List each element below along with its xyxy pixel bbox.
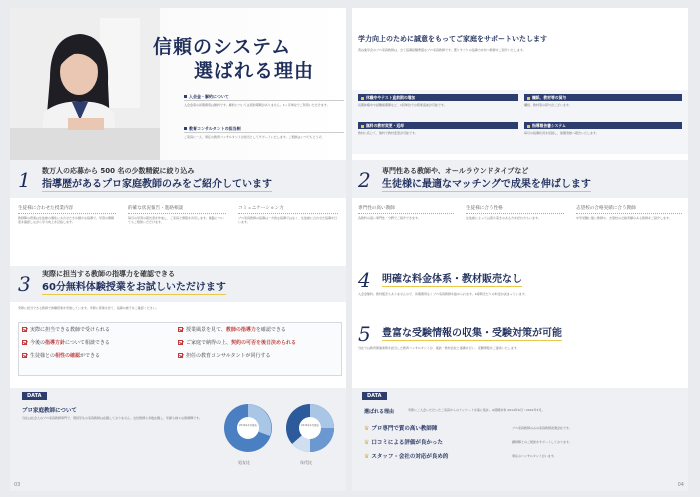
check-icon bbox=[178, 340, 183, 345]
intro-block-2 bbox=[184, 126, 344, 139]
check-icon bbox=[178, 353, 183, 358]
section-2-line1: 専門性ある教師や、オールラウンドタイプなど bbox=[382, 167, 529, 175]
right-data-title: 選ばれる理由 bbox=[364, 409, 395, 415]
box-3-head: 欄紙、教材等の貸与 bbox=[524, 94, 682, 101]
section-3-line2: 60分無料体験授業をお試しいただけます bbox=[42, 282, 226, 293]
intro-block-1 bbox=[184, 94, 344, 107]
intro-body-2: ご家庭に一人、専任の教育コンサルタントが担当としてサポートいたします。ご相談はいつでもどうぞ。 bbox=[184, 135, 325, 139]
right-data-desc: 実際にご入会いただいたご家庭からのアンケートを基に集計。※期間対象 2014年6月〜2019年3月。 bbox=[408, 408, 545, 412]
section-1-number: 1 bbox=[18, 168, 31, 192]
check-icon bbox=[22, 340, 27, 345]
check-icon bbox=[178, 327, 183, 332]
box-4-head: 指導報告書システム bbox=[524, 122, 682, 129]
pie-gender-label: 男女比 bbox=[238, 460, 250, 465]
check-item-6: 担任の教育コンサルタントが同行する bbox=[178, 352, 271, 361]
s1-col2-body: 毎月の学習の報告書を作成し、ご家庭と情報を共有します。進路についてもご相談いただけます。 bbox=[128, 216, 224, 225]
box-1-body: 長期休暇中や試験前期間など、1回単位での授業追加が可能です。 bbox=[358, 103, 447, 107]
hero-title-line1: 信頼のシステム bbox=[153, 36, 292, 58]
check-icon bbox=[22, 353, 27, 358]
section-5-body: 当社では教育関連業務を担当した教育コンサルタントが、模試・教材会社と連携を行い、受験情報をご提供いたします。 bbox=[358, 346, 520, 350]
page-number-right: 04 bbox=[677, 482, 684, 488]
reason-1: ♛ プロ専門で質の高い教師陣 bbox=[364, 425, 438, 432]
right-header-body: 西谷進学会のプロ家庭教師は、全て指導経験豊富なプロ家庭教師です。選りすぐりの指導力を持つ教師をご紹介いたします。 bbox=[358, 48, 526, 52]
intro-body-1: 入会金等の初期費用は無料です。解約については契約期間がありません。1ヶ月単位でご利用いただけます。 bbox=[184, 103, 330, 107]
check-icon bbox=[22, 327, 27, 332]
section-3-number: 3 bbox=[18, 272, 31, 296]
s2-col1-body: 各教科の高い専門性・分野でご紹介できます。 bbox=[358, 216, 421, 220]
s1-col2-head: 的確な状況報告・進路相談 bbox=[128, 206, 226, 214]
section-3-line1: 実際に担当する教師の指導力を確認できる bbox=[42, 270, 175, 278]
intro-head-2: 教育コンサルタントの担当制 bbox=[189, 126, 241, 131]
s2-col2-body: 生徒様によっては落ち着きのある方を好む方もいます。 bbox=[466, 216, 541, 220]
intro-head-1: 入会金・解約について bbox=[189, 94, 229, 99]
pie-gender-center: 2019年4月現在 bbox=[239, 424, 257, 427]
crown-icon: ♛ bbox=[364, 453, 370, 460]
section-4-line: 明確な料金体系・教材販売なし bbox=[382, 274, 522, 285]
box-2-body: 教材に応じて、無料で教材変更が可能です。 bbox=[358, 131, 418, 135]
s1-col1-head: 生徒様に合わせた授業内容 bbox=[18, 206, 116, 214]
section-5-number: 5 bbox=[358, 322, 371, 346]
note-2: 講師陣とのご相談をサポートしております。 bbox=[512, 440, 572, 444]
box-2-head: 無料の教材変更・返却 bbox=[358, 122, 518, 129]
box-3-body: 欄紙、教材等の貸与がございます。 bbox=[524, 103, 572, 107]
check-item-1: 実際に担当できる教師で受けられる bbox=[22, 326, 110, 335]
student-illustration bbox=[10, 8, 160, 160]
section-4-body: 入会金無料。教材販売もありませんので、初期費用なくプロ家庭教師を始められます。1時間当たりの料金が決まっています。 bbox=[358, 292, 528, 296]
pie-age-label: 年代比 bbox=[300, 460, 312, 465]
s2-col2-head: 生徒様に合う性格 bbox=[466, 206, 564, 214]
section-5-line: 豊富な受験情報の収集・受験対策が可能 bbox=[382, 328, 562, 339]
s2-col1-head: 専門性の高い教師 bbox=[358, 206, 454, 214]
left-data-title: プロ家庭教師について bbox=[22, 408, 77, 414]
s2-col3-body: 中学受験に強い教師や、志望校の合格実績のある教師をご紹介します。 bbox=[576, 216, 672, 220]
box-1-head: 休職中やテスト直前期の増加 bbox=[358, 94, 518, 101]
s2-col3-head: 志望校の合格実績に合う教師 bbox=[576, 206, 682, 214]
check-item-4: 授業風景を見て、教師の指導力を確認できる bbox=[178, 326, 286, 335]
section-1-line2: 指導歴があるプロ家庭教師のみをご紹介しています bbox=[42, 179, 272, 190]
check-item-3: 生徒様との相性の確認ができる bbox=[22, 352, 100, 361]
note-3: 専任のコンサルタントがいます。 bbox=[512, 454, 557, 458]
right-header-title: 学力向上のために誠意をもってご家庭をサポートいたします bbox=[358, 34, 547, 43]
s1-col1-body: 教師陣の授業は生徒様の個性にあわせたきめ細かな指導で、学習の理解度を確認しながら学力向上を目指します。 bbox=[18, 216, 114, 225]
s1-col3-head: コミュニケーション力 bbox=[238, 206, 338, 214]
right-page bbox=[352, 8, 688, 491]
right-data-tab: DATA bbox=[362, 392, 387, 400]
check-item-5: ご家庭で納得の上、契約の可否を後日決められる bbox=[178, 339, 296, 348]
reason-2: ♛ 口コミによる評価が良かった bbox=[364, 439, 443, 446]
page-number-left: 03 bbox=[14, 482, 21, 488]
hero-title-line2: 選ばれる理由 bbox=[194, 60, 315, 82]
section-4-number: 4 bbox=[358, 268, 371, 292]
left-data-tab: DATA bbox=[22, 392, 47, 400]
check-item-2: 今後の指導方針について相談できる bbox=[22, 339, 110, 348]
reason-3: ♛ スタッフ・会社の対応が良め的 bbox=[364, 453, 449, 460]
section-2-line2: 生徒様に最適なマッチングで成果を伸ばします bbox=[382, 179, 591, 190]
crown-icon: ♛ bbox=[364, 439, 370, 446]
left-page bbox=[10, 8, 346, 491]
left-data-body: 当社は社会人のプロ家庭教師専門で、現役学生の家庭教師は在籍しておりません。女性教師も多数在籍し、年齢も様々な教師陣です。 bbox=[22, 416, 202, 420]
pie-age-center: 2019年4月現在 bbox=[301, 424, 319, 427]
section-3-desc: 実際に担当できる教師で体験授業を実施しています。実際に授業を見て、指導の様子をご確認ください。 bbox=[18, 306, 159, 310]
section-2-number: 2 bbox=[358, 168, 371, 192]
s1-col3-body: プロ家庭教師の指導は一方的な指導ではなく、生徒様に合わせた指導を行います。 bbox=[238, 216, 337, 225]
note-1: プロ家庭教師のみの家庭教師派遣会社です。 bbox=[512, 426, 572, 430]
crown-icon: ♛ bbox=[364, 425, 370, 432]
section-1-line1: 数万人の応募から 500 名の少数精鋭に絞り込み bbox=[42, 167, 195, 175]
box-4-body: 毎月の指導状況を記録し、保護者様へ報告いたします。 bbox=[524, 131, 599, 135]
